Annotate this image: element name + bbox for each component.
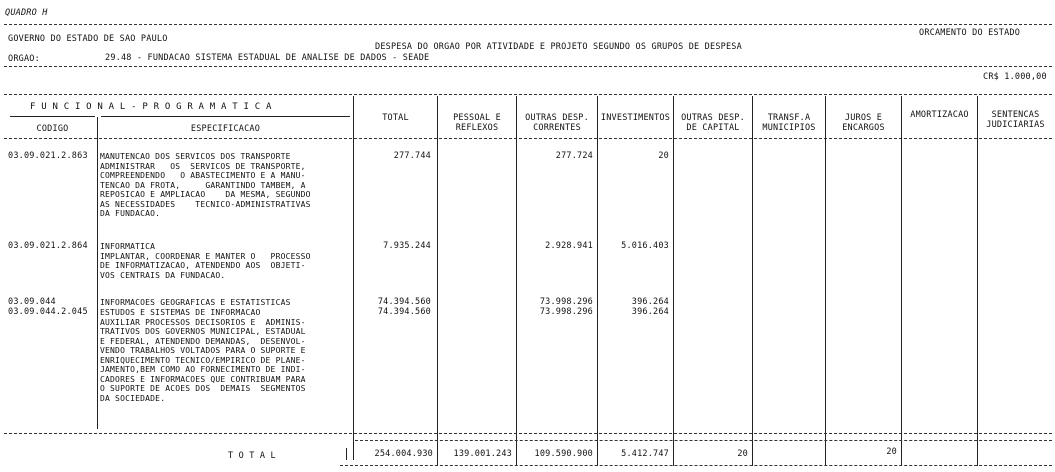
totals-total: 254.004.930 bbox=[374, 449, 433, 459]
totals-juros: 20 bbox=[886, 447, 897, 457]
row1-investimentos: 20 bbox=[658, 151, 669, 161]
totals-investimentos: 5.412.747 bbox=[621, 449, 669, 459]
totals-outras-correntes: 109.590.900 bbox=[534, 449, 593, 459]
especificacao-header: ESPECIFICACAO bbox=[190, 124, 261, 134]
row2-total: 7.935.244 bbox=[383, 241, 431, 251]
header-top-rule bbox=[4, 24, 1052, 25]
investimentos-header: INVESTIMENTOS bbox=[600, 113, 671, 123]
row2-outras-correntes: 2.928.941 bbox=[545, 241, 593, 251]
col-rule-total bbox=[437, 96, 438, 466]
row3-description: INFORMACOES GEOGRAFICAS E ESTATISTICAS bbox=[100, 298, 291, 307]
orgao-value: 29.48 - FUNDACAO SISTEMA ESTADUAL DE ANALISE DE DADOS - SEADE bbox=[105, 53, 430, 63]
col-rule-transf bbox=[825, 96, 826, 466]
report-title: DESPESA DO ORGAO POR ATIVIDADE E PROJETO SEGUNDO OS GRUPOS DE DESPESA bbox=[375, 42, 742, 52]
col-rule-invest bbox=[673, 96, 674, 466]
sentencas-header-1: SENTENCAS bbox=[991, 110, 1040, 120]
table-header-rule bbox=[4, 138, 1052, 139]
row3-investimentos: 396.264 bbox=[631, 297, 669, 307]
col-rule-juros bbox=[901, 96, 902, 466]
row1-total: 277.744 bbox=[393, 151, 431, 161]
header-bottom-rule bbox=[4, 66, 1052, 67]
codigo-header: CODIGO bbox=[36, 124, 69, 134]
pessoal-header-2: REFLEXOS bbox=[455, 123, 499, 133]
totals-top-rule bbox=[4, 433, 1052, 434]
orcamento-label: ORCAMENTO DO ESTADO bbox=[919, 28, 1021, 38]
totals-outras-capital: 20 bbox=[737, 449, 748, 459]
row3-code: 03.09.044 bbox=[8, 297, 56, 307]
row4-investimentos: 396.264 bbox=[631, 307, 669, 317]
transf-header-1: TRANSF.A bbox=[767, 113, 811, 123]
row2-description: INFORMATICA IMPLANTAR, COORDENAR E MANTER O PROCESSO DE INFORMATIZACAO, ATENDENDO AOS OBJETI- VOS CENTRAIS DA FUNDACAO. bbox=[100, 242, 311, 280]
currency-unit: CR$ 1.000,00 bbox=[983, 72, 1047, 82]
quadro-label: QUADRO H bbox=[5, 8, 48, 18]
especificacao-underline bbox=[101, 116, 350, 117]
totals-label: T O T A L bbox=[228, 451, 276, 461]
row4-outras-correntes: 73.998.296 bbox=[539, 307, 593, 317]
pessoal-header-1: PESSOAL E bbox=[453, 113, 501, 123]
row2-code: 03.09.021.2.864 bbox=[8, 241, 88, 251]
outras-correntes-header-2: CORRENTES bbox=[533, 123, 581, 133]
row1-code: 03.09.021.2.863 bbox=[8, 151, 88, 161]
row3-total: 74.394.560 bbox=[377, 297, 431, 307]
total-header: TOTAL bbox=[382, 113, 409, 123]
outras-correntes-header-1: OUTRAS DESP. bbox=[525, 113, 589, 123]
col-rule-amort bbox=[977, 96, 978, 466]
row4-description: ESTUDOS E SISTEMAS DE INFORMACAO AUXILIAR PROCESSOS DECISORIOS E ADMINIS- TRATIVOS DOS GOVERNOS MUNICIPAL, ESTADUAL E FEDERAL, ATENDENDO DEMANDAS, DESENVOL- VENDO TRABALHOS VOLTADOS PARA O SUPORTE E ENRIQUECIMENTO TECNICO/EMPIRICO DE PLANE- JAMENTO,BEM COMO AO FORNECIMENTO DE INDI- CADORES E INFORMACOES QUE CONTRIBUAM PARA O SUPORTE DE ACOES DOS DEMAIS SEGMENTOS DA SOCIEDADE. bbox=[100, 308, 306, 403]
funcional-programatica-header: F U N C I O N A L - P R O G R A M A T I C A bbox=[30, 102, 272, 112]
row1-description: MANUTENCAO DOS SERVICOS DOS TRANSPORTE ADMINISTRAR OS SERVICOS DE TRANSPORTE, COMPREENDENDO O ABASTECIMENTO E A MANU- TENCAO DA FROTA, GARANTINDO TAMBEM, A REPOSICAO E AMPLIACAO DA MESMA, SEGUNDO AS NECESSIDADES TECNICO-ADMINISTRATIVAS DA FUNDACAO. bbox=[100, 152, 311, 218]
orgao-label: ORGAO: bbox=[8, 54, 40, 64]
outras-capital-header-1: OUTRAS DESP. bbox=[681, 113, 745, 123]
totals-mid-rule bbox=[355, 440, 1052, 441]
table-top-rule bbox=[4, 94, 1052, 95]
row4-code: 03.09.044.2.045 bbox=[8, 307, 88, 317]
outras-capital-header-2: DE CAPITAL bbox=[686, 123, 740, 133]
col-rule-codigo bbox=[97, 117, 98, 429]
col-rule-spec bbox=[353, 96, 354, 460]
sentencas-header-2: JUDICIARIAS bbox=[986, 120, 1045, 130]
col-rule-capital bbox=[752, 96, 753, 466]
juros-header-1: JUROS E bbox=[844, 113, 883, 123]
amortizacao-header: AMORTIZACAO bbox=[910, 110, 969, 120]
governo-label: GOVERNO DO ESTADO DE SAO PAULO bbox=[8, 34, 168, 44]
row1-outras-correntes: 277.724 bbox=[555, 151, 593, 161]
totals-pessoal: 139.001.243 bbox=[453, 449, 512, 459]
row2-investimentos: 5.016.403 bbox=[621, 241, 669, 251]
row4-total: 74.394.560 bbox=[377, 307, 431, 317]
transf-header-2: MUNICIPIOS bbox=[762, 123, 816, 133]
totals-bottom-rule bbox=[340, 465, 1052, 466]
totals-left-bar bbox=[346, 448, 347, 460]
juros-header-2: ENCARGOS bbox=[842, 123, 885, 133]
row3-outras-correntes: 73.998.296 bbox=[539, 297, 593, 307]
codigo-underline bbox=[10, 116, 95, 117]
